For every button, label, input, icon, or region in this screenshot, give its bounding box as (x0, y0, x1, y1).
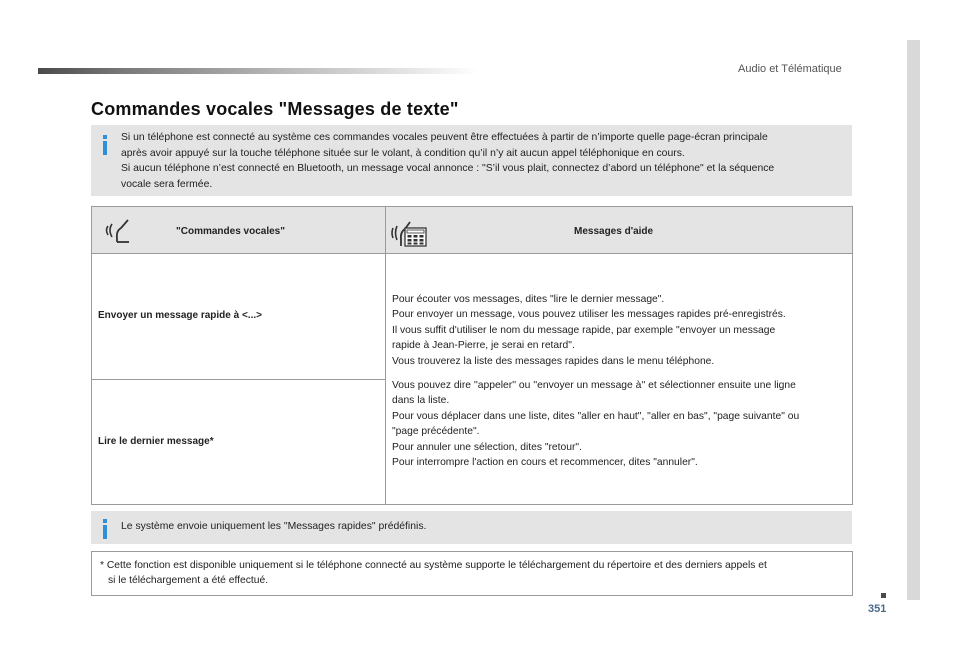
info-line: vocale sera fermée. (121, 178, 213, 190)
command-read-last-message: Lire le dernier message* (98, 436, 214, 447)
page-number: 351 (868, 603, 887, 615)
page-marker (881, 593, 886, 598)
footnote-line: si le téléchargement a été effectué. (108, 575, 269, 587)
help-line: dans la liste. (392, 395, 450, 407)
footnote (91, 551, 853, 596)
help-line: Vous trouverez la liste des messages rapides dans le menu téléphone. (392, 355, 715, 367)
info-box-intro (91, 125, 852, 196)
header-voice-commands (92, 207, 386, 254)
section-title: Audio et Télématique (738, 63, 842, 75)
info-text: Le système envoie uniquement les "Messages rapides" prédéfinis. (121, 521, 427, 532)
info-line: Si aucun téléphone n’est connecté en Bluetooth, un message vocal annonce : "S’il vous plait, connectez d’abord un téléphone" et la séquence (121, 163, 775, 175)
help-line: Il vous suffit d'utiliser le nom du message rapide, par exemple "envoyer un message (392, 324, 776, 336)
help-line: rapide à Jean-Pierre, je serai en retard". (392, 340, 575, 352)
header-help-messages (386, 207, 852, 254)
help-paragraph (392, 292, 842, 369)
header-help-messages-label: Messages d'aide (574, 226, 654, 237)
phone-keypad-icon (390, 216, 430, 248)
info-box-quick-messages (91, 511, 852, 544)
info-line: Si un téléphone est connecté au système ces commandes vocales peuvent être effectuées à partir de n’importe quelle page-écran principale (121, 132, 768, 143)
info-line: après avoir appuyé sur la touche téléphone située sur le volant, à condition qu’il n’y ait aucun appel téléphonique en cours. (121, 147, 685, 159)
help-line: Pour écouter vos messages, dites "lire le dernier message". (392, 294, 665, 305)
help-line: Pour annuler une sélection, dites "retour". (392, 441, 582, 453)
help-line: Vous pouvez dire ''appeler'' ou ''envoyer un message à'' et sélectionner ensuite une ligne (392, 380, 796, 392)
page-title: Commandes vocales "Messages de texte" (91, 99, 459, 119)
help-line: "page précédente". (392, 426, 480, 438)
command-row (92, 380, 386, 504)
help-line: Pour vous déplacer dans une liste, dites "aller en haut", "aller en bas", "page suivante" ou (392, 410, 800, 422)
voice-command-icon (102, 216, 132, 246)
command-send-quick-message: Envoyer un message rapide à <...> (98, 310, 262, 321)
help-line: Pour interrompre l'action en cours et recommencer, dites "annuler". (392, 457, 698, 469)
help-line: Pour envoyer un message, vous pouvez utiliser les messages rapides pré-enregistrés. (392, 309, 786, 321)
header-voice-commands-label: "Commandes vocales" (176, 226, 285, 237)
voice-commands-table (91, 206, 853, 505)
help-paragraph (392, 378, 842, 470)
margin-bar (907, 40, 920, 600)
command-row (92, 254, 386, 380)
help-messages-cell (386, 254, 852, 504)
footnote-line: * Cette fonction est disponible uniquement si le téléphone connecté au système supporte le téléchargement du répertoire et des derniers appels et (100, 560, 767, 571)
header-gradient-bar (38, 68, 478, 74)
